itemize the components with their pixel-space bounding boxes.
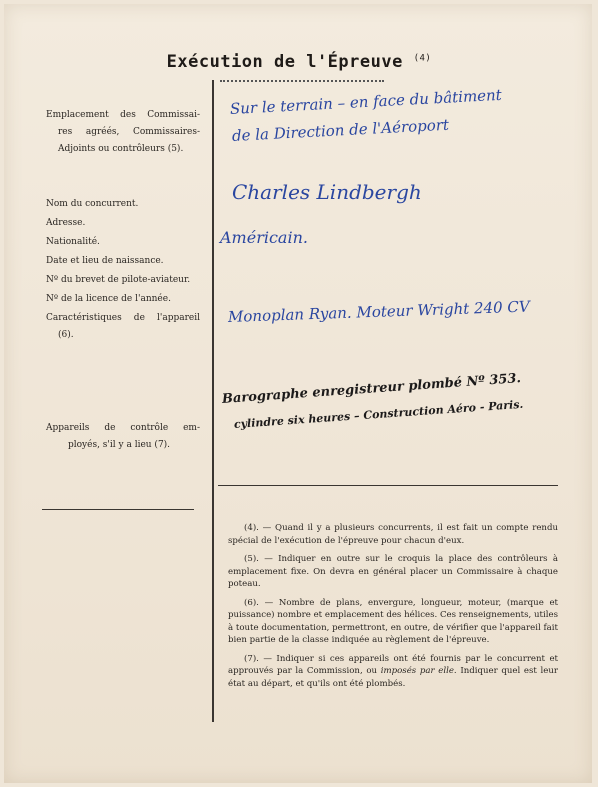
- footnote-7: [228, 653, 558, 691]
- title-underline: [220, 80, 384, 83]
- label-naissance: Date et lieu de naissance.: [46, 256, 164, 266]
- handwriting-nationalite: Américain.: [220, 228, 308, 247]
- title-note: (4): [413, 53, 432, 64]
- handwriting-controle-line2: cylindre six heures – Construction Aéro - Paris.: [233, 397, 524, 431]
- label-appareils-line1: Appareils de contrôle em-: [46, 423, 200, 433]
- label-adresse: Adresse.: [46, 218, 86, 228]
- footnote-4: (4). — Quand il y a plusieurs concurrents, il est fait un compte rendu spécial de l'exécution de l'épreuve pour chacun d'eux.: [228, 523, 558, 546]
- label-emplacement-line3: Adjoints ou contrôleurs (5).: [58, 144, 184, 154]
- footnote-6: (6). — Nombre de plans, envergure, longueur, moteur, (marque et puissance) nombre et emplacement des hélices. Ces renseignements, utiles à toute documentation, permettront, en outre, de vérifier que l'appareil fait bien partie de la classe indiquée au règlement de l'épreuve.: [228, 597, 558, 645]
- title-text: Exécution de l'Épreuve: [166, 52, 403, 72]
- label-licence: Nº de la licence de l'année.: [46, 294, 171, 304]
- footnote-7-after: . Indiquer quel est leur état au départ, et qu'ils ont été plombés.: [228, 666, 558, 689]
- label-brevet: Nº du brevet de pilote-aviateur.: [46, 275, 191, 285]
- handwriting-emplacement-line2: de la Direction de l'Aéroport: [231, 115, 450, 145]
- column-divider: [212, 80, 214, 722]
- label-caracteristiques-line1: Caractéristiques de l'appareil: [46, 313, 200, 323]
- right-section-rule: [218, 485, 558, 486]
- footnote-5: (5). — Indiquer en outre sur le croquis la place des contrôleurs à emplacement fixe. On devra en général placer un Commissaire à chaque poteau.: [228, 554, 558, 589]
- page-title: [0, 52, 598, 72]
- label-nom: Nom du concurrent.: [46, 199, 139, 209]
- left-section-rule: [42, 509, 194, 510]
- footnote-7-before: (7). — Indiquer si ces appareils ont été fournis par le concurrent et approuvés par la Commission, ou: [228, 653, 558, 676]
- footnotes: [228, 522, 558, 696]
- label-caracteristiques-line2: (6).: [58, 330, 74, 340]
- label-emplacement-line1: Emplacement des Commissai-: [46, 110, 200, 120]
- handwriting-appareil: Monoplan Ryan. Moteur Wright 240 CV: [227, 297, 531, 326]
- label-emplacement-line2: res agréés, Commissaires-: [58, 127, 200, 137]
- handwriting-emplacement-line1: Sur le terrain – en face du bâtiment: [229, 85, 503, 118]
- handwriting-controle-line1: Barographe enregistreur plombé Nº 353.: [221, 371, 522, 407]
- footnote-7-emphasis: imposés par elle: [380, 666, 454, 676]
- label-nationalite: Nationalité.: [46, 237, 100, 247]
- label-appareils-line2: ployés, s'il y a lieu (7).: [68, 440, 171, 450]
- handwriting-nom: Charles Lindbergh: [232, 180, 422, 204]
